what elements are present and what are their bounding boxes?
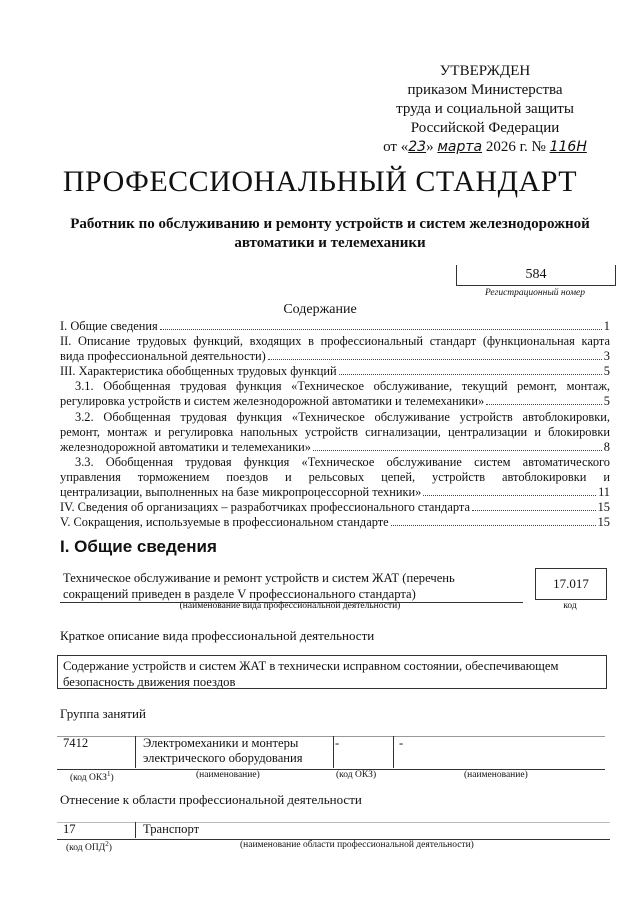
activity-code-box: 17.017 — [535, 568, 607, 600]
toc-item-2[interactable]: вида профессиональной деятельности) 3 — [60, 349, 610, 364]
group-label: Группа занятий — [60, 706, 146, 721]
date-mid: » — [426, 139, 438, 155]
toc-item-3-2-line-1[interactable]: 3.2. Обобщенная трудовая функция «Техническое обслуживание устройств автоблокировки, — [75, 409, 610, 424]
approval-line-2: приказом Министерства — [407, 82, 563, 98]
approval-date-line — [370, 138, 600, 157]
group-name: Электромеханики и монтеры электрического оборудования — [143, 736, 303, 765]
table-of-contents — [60, 319, 610, 530]
registration-number-label: Регистрационный номер — [484, 288, 586, 298]
approval-block — [370, 62, 600, 157]
area-row — [57, 822, 610, 840]
toc-item-3-2[interactable]: железнодорожной автоматики и телемеханики» 8 — [60, 439, 610, 454]
activity-code-label: код — [563, 601, 577, 611]
toc-item-3-3-line-2[interactable]: управления торможением поездов и рельсовых цепей, устройств автоблокировки и — [60, 469, 610, 484]
toc-item-3-2-line-2[interactable]: ремонт, монтаж и регулировка напольных устройств сигнализации, централизации и блокировки — [60, 424, 610, 439]
toc-item-3[interactable]: III. Характеристика обобщенных трудовых функций 5 — [60, 364, 610, 379]
area-name: Транспорт — [143, 822, 200, 836]
approval-line-4: Российской Федерации — [410, 120, 560, 136]
brief-desc-box: Содержание устройств и систем ЖАТ в технически исправном состоянии, обеспечивающем безопасность движения поездов — [57, 655, 607, 689]
group-code-label-2: (код ОКЗ) — [336, 770, 377, 780]
toc-item-1[interactable]: I. Общие сведения 1 — [60, 319, 610, 333]
toc-item-2-line[interactable]: II. Описание трудовых функций, входящих в профессиональный стандарт (функциональная карта — [60, 334, 610, 349]
toc-item-5[interactable]: V. Сокращения, используемые в профессиональном стандарте 15 — [60, 515, 610, 530]
toc-item-3-1-line[interactable]: 3.1. Обобщенная трудовая функция «Техническое обслуживание, текущий ремонт, монтаж, — [75, 379, 610, 394]
date-month: марта — [437, 139, 483, 155]
page-title: ПРОФЕССИОНАЛЬНЫЙ СТАНДАРТ — [62, 165, 578, 198]
registration-number-box: 584 — [456, 265, 616, 286]
group-row — [57, 736, 605, 770]
toc-item-3-1[interactable]: регулировка устройств и систем железнодорожной автоматики и телемеханики» 5 — [60, 394, 610, 409]
approval-line-3: труда и социальной защиты — [396, 101, 574, 117]
order-number: 116Н — [549, 139, 587, 155]
group-name-label: (наименование) — [196, 770, 260, 780]
group-divider-1 — [135, 736, 136, 768]
date-prefix: от « — [383, 139, 409, 155]
area-name-label: (наименование области профессиональной деятельности) — [240, 840, 474, 850]
activity-kind-label: (наименование вида профессиональной деятельности) — [179, 601, 401, 611]
area-code-label: (код ОПД$^2$) — [66, 840, 112, 854]
area-divider — [135, 822, 136, 838]
group-okz-code-2: - — [335, 736, 340, 750]
page-subtitle: Работник по обслуживанию и ремонту устройств и систем железнодорожной автоматики и телемеханики — [70, 216, 590, 251]
date-day: 23 — [408, 139, 427, 155]
brief-desc-label: Краткое описание вида профессиональной деятельности — [60, 628, 375, 643]
group-divider-2 — [333, 736, 334, 768]
area-label: Отнесение к области профессиональной деятельности — [60, 792, 362, 807]
approval-line-1: УТВЕРЖДЕН — [439, 63, 531, 79]
group-divider-3 — [393, 736, 394, 768]
group-code-label: (код ОКЗ$^1$) — [70, 770, 114, 784]
activity-kind-field: Техническое обслуживание и ремонт устройств и систем ЖАТ (перечень сокращений приведен в разделе V профессионального стандарта) — [60, 570, 523, 603]
toc-item-3-3[interactable]: централизации, выполненных на базе микропроцессорной техники» 11 — [60, 485, 610, 500]
group-name-label-2: (наименование) — [464, 770, 528, 780]
group-okz-code: 7412 — [63, 736, 89, 750]
toc-item-3-3-line-1[interactable]: 3.3. Обобщенная трудовая функция «Техническое обслуживание систем автоматического — [75, 454, 610, 469]
contents-title: Содержание — [283, 302, 357, 317]
group-name-2: - — [399, 736, 404, 750]
toc-item-4[interactable]: IV. Сведения об организациях – разработчиках профессионального стандарта 15 — [60, 500, 610, 515]
area-okpd-code: 17 — [63, 822, 76, 836]
date-year: 2026 г. № — [482, 139, 546, 155]
section-heading: I. Общие сведения — [60, 537, 217, 556]
